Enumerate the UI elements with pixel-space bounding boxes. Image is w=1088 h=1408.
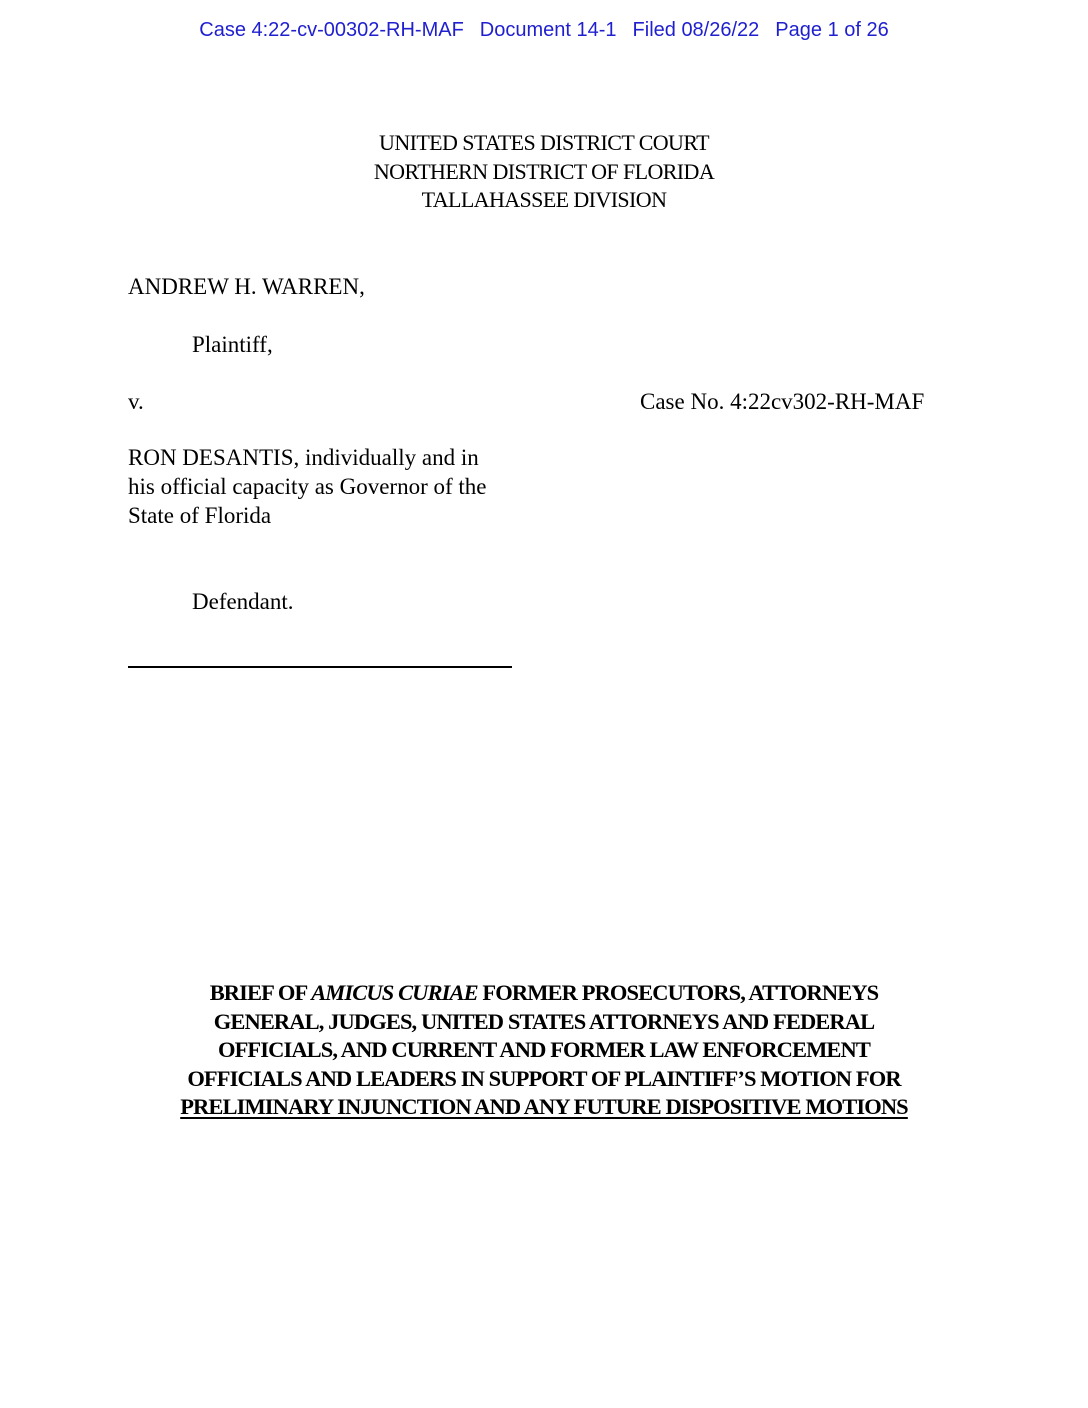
filing-header-stamp [0, 19, 1088, 42]
defendant-line-1: RON DESANTIS, individually and in [128, 445, 479, 470]
case-number: Case No. 4:22cv302-RH-MAF [640, 389, 925, 414]
caption-divider [128, 666, 512, 668]
title-line-4: OFFICIALS AND LEADERS IN SUPPORT OF PLAINTIFF’S MOTION FOR [187, 1065, 901, 1091]
court-district: NORTHERN DISTRICT OF FLORIDA [373, 158, 715, 184]
title-prefix: BRIEF OF [209, 980, 312, 1005]
title-line-2: GENERAL, JUDGES, UNITED STATES ATTORNEYS AND FEDERAL [213, 1008, 875, 1034]
title-line-3: OFFICIALS, AND CURRENT AND FORMER LAW ENFORCEMENT [217, 1037, 870, 1062]
document-title [0, 979, 1088, 1122]
title-line-1 [0, 979, 1088, 1008]
filing-page-count: Page 1 of 26 [775, 19, 889, 41]
plaintiff-role: Plaintiff, [192, 332, 273, 357]
filing-date: Filed 08/26/22 [632, 19, 760, 41]
plaintiff-name: ANDREW H. WARREN, [128, 274, 365, 299]
title-line-5 [0, 1093, 1088, 1122]
filing-document-number: Document 14-1 [479, 19, 617, 41]
title-line-5-underlined: PRELIMINARY INJUNCTION AND ANY FUTURE DISPOSITIVE MOTIONS [180, 1094, 908, 1119]
filing-case-number: Case 4:22-cv-00302-RH-MAF [199, 19, 464, 41]
versus-label: v. [128, 389, 144, 414]
court-division: TALLAHASSEE DIVISION [421, 187, 667, 212]
title-line-1-rest: FORMER PROSECUTORS, ATTORNEYS [477, 980, 879, 1005]
court-heading [0, 129, 1088, 215]
title-amicus-italic: AMICUS CURIAE [311, 980, 478, 1005]
court-name: UNITED STATES DISTRICT COURT [379, 130, 709, 155]
defendant-block [128, 443, 487, 530]
defendant-role: Defendant. [192, 589, 294, 614]
defendant-line-2: his official capacity as Governor of the [128, 474, 487, 499]
defendant-line-3: State of Florida [128, 503, 272, 528]
